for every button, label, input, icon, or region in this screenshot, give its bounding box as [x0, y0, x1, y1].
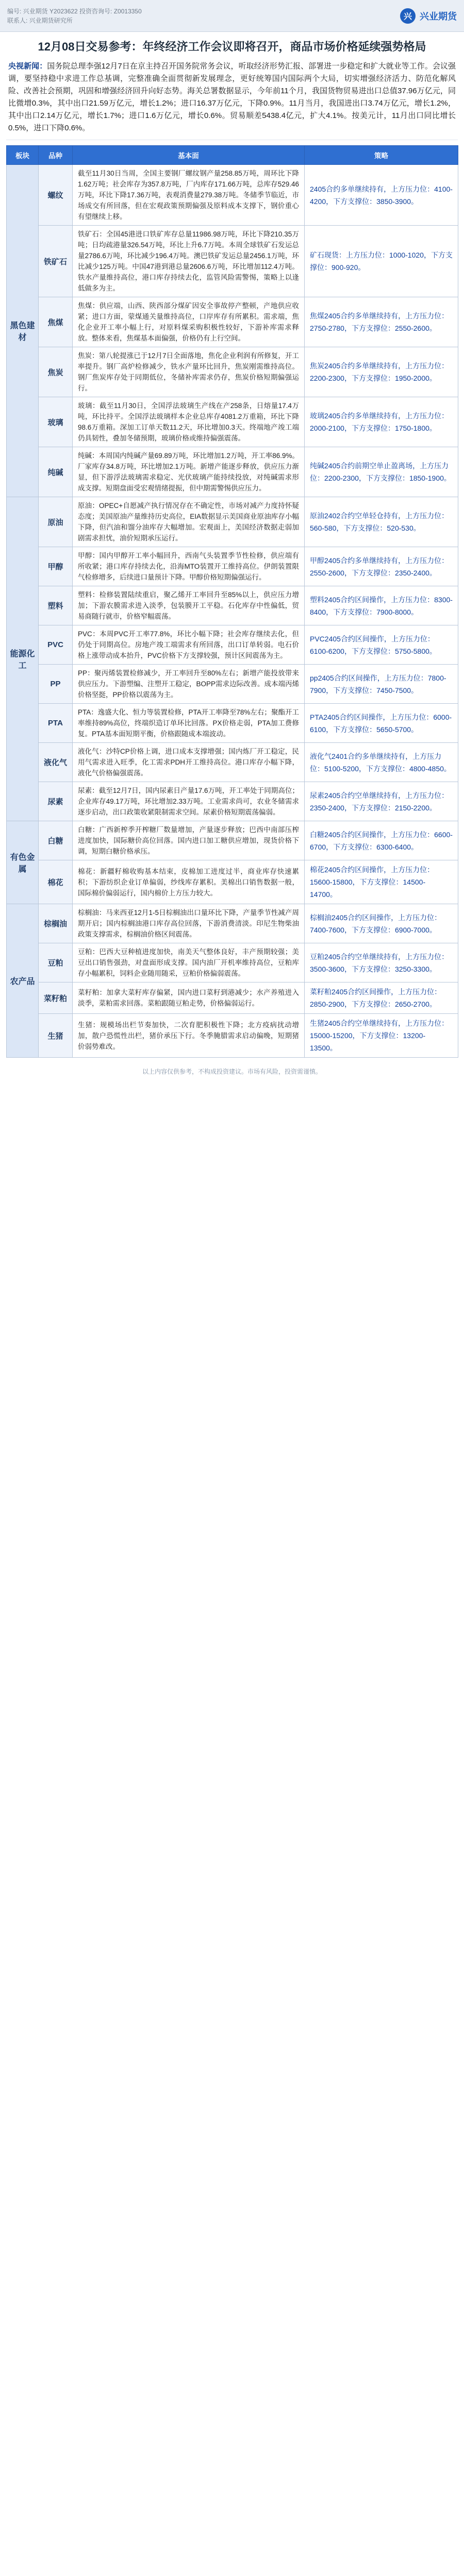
product-cell: 玻璃 [39, 397, 73, 447]
header-product: 品种 [39, 146, 73, 165]
fundamental-cell: 棉花：新疆籽棉收购基本结束，皮棉加工进度过半，商业库存快速累积；下游纺织企业订单偏弱，纱线库存累积。美棉出口销售数据一般，国际棉价偏弱运行，国内棉价上方压力较大。 [73, 860, 305, 904]
fundamental-cell: 塑料：检修装置陆续重启，聚乙烯开工率回升至85%以上，供应压力增加；下游农膜需求进入淡季，包装膜开工平稳。石化库存中性偏低，贸易商随行就市，价格窄幅震荡。 [73, 586, 305, 625]
strategy-cell: 菜籽粕2405合约区间操作，上方压力位：2850-2900，下方支撑位：2650-2700。 [305, 982, 458, 1014]
table-row [7, 943, 458, 982]
category-cell: 有色金属 [7, 821, 39, 904]
strategy-table [6, 145, 458, 1058]
strategy-cell: 白糖2405合约区间操作，上方压力位：6600-6700，下方支撑位：6300-6400。 [305, 821, 458, 860]
brand-name: 兴业期货 [420, 11, 457, 22]
strategy-cell: 液化气2401合约多单继续持有，上方压力位：5100-5200，下方支撑位：4800-4850。 [305, 743, 458, 782]
fundamental-cell: 菜籽粕：加拿大菜籽库存偏紧，国内进口菜籽到港减少；水产养殖进入淡季，菜粕需求回落。菜粕跟随豆粕走势，价格偏弱运行。 [73, 982, 305, 1014]
product-cell: 白糖 [39, 821, 73, 860]
table-row [7, 821, 458, 860]
table-row [7, 625, 458, 665]
strategy-cell: 矿石现货：上方压力位：1000-1020，下方支撑位：900-920。 [305, 226, 458, 297]
table-row [7, 586, 458, 625]
fundamental-cell: 原油：OPEC+自愿减产执行情况存在不确定性，市场对减产力度持怀疑态度；美国原油产量维持历史高位，EIA数据显示美国商业原油库存小幅下降，但汽油和馏分油库存大幅增加。宏观面上，美国经济数据走弱加剧需求担忧，油价短期承压运行。 [73, 497, 305, 547]
strategy-cell: 棕榈油2405合约区间操作，上方压力位：7400-7600，下方支撑位：6900-7000。 [305, 904, 458, 943]
product-cell: 棉花 [39, 860, 73, 904]
fundamental-cell: PP：聚丙烯装置检修减少，开工率回升至80%左右；新增产能投放带来供应压力。下游塑编、注塑开工稳定，BOPP需求边际改善。成本端丙烯价格坚挺，PP价格以震荡为主。 [73, 665, 305, 704]
strategy-cell: 纯碱2405合约前期空单止盈离场，上方压力位：2200-2300，下方支撑位：1850-1900。 [305, 447, 458, 497]
product-cell: PP [39, 665, 73, 704]
fundamental-cell: 纯碱：本周国内纯碱产量69.89万吨，环比增加1.2万吨，开工率86.9%。厂家库存34.8万吨，环比增加2.1万吨。新增产能逐步释放，供应压力渐显，但下游浮法玻璃需求稳定、光伏玻璃产能持续投放，对纯碱需求形成支撑。短期盘面受宏观情绪提振，但中期需警惕供应压力。 [73, 447, 305, 497]
strategy-cell: PTA2405合约区间操作，上方压力位：6000-6100，下方支撑位：5650-5700。 [305, 704, 458, 743]
header-meta-line2: 联系人: 兴业期货研究所 [7, 16, 73, 24]
strategy-cell: pp2405合约区间操作，上方压力位：7800-7900，下方支撑位：7450-7500。 [305, 665, 458, 704]
table-row [7, 743, 458, 782]
strategy-cell: 玻璃2405合约多单继续持有，上方压力位：2000-2100，下方支撑位：1750-1800。 [305, 397, 458, 447]
fundamental-cell: 白糖：广西新榨季开榨糖厂数量增加，产量逐步释放；巴西中南部压榨进度加快，国际糖价高位回落。国内进口加工糖供应增加，现货价格下调，短期白糖价格承压。 [73, 821, 305, 860]
fundamental-cell: 焦炭：第八轮提涨已于12月7日全面落地，焦化企业利润有所修复，开工率提升。钢厂高炉检修减少，铁水产量环比回升，焦炭刚需维持高位。钢厂焦炭库存处于同期低位，冬储补库需求仍存，焦炭价格短期偏强运行。 [73, 347, 305, 397]
strategy-cell: PVC2405合约区间操作，上方压力位：6100-6200，下方支撑位：5750-5800。 [305, 625, 458, 665]
product-cell: 焦炭 [39, 347, 73, 397]
strategy-table-wrapper [6, 145, 458, 1058]
brand-logo-icon: 兴 [400, 8, 416, 24]
fundamental-cell: 豆粕：巴西大豆种植进度加快，南美天气整体良好，丰产预期较强；美豆出口销售强劲，对盘面形成支撑。国内油厂开机率维持高位，豆粕库存小幅累积，饲料企业随用随采，豆粕价格偏弱震荡。 [73, 943, 305, 982]
table-row [7, 982, 458, 1014]
strategy-cell: 尿素2405合约空单继续持有，上方压力位：2350-2400，下方支撑位：2150-2200。 [305, 782, 458, 821]
header-strategy: 策略 [305, 146, 458, 165]
table-row [7, 447, 458, 497]
product-cell: 原油 [39, 497, 73, 547]
fundamental-cell: 液化气：沙特CP价格上调，进口成本支撑增强；国内炼厂开工稳定，民用气需求进入旺季，化工需求PDH开工维持高位。港口库存小幅下降，液化气价格偏强震荡。 [73, 743, 305, 782]
footer-disclaimer: 以上内容仅供参考，不构成投资建议。市场有风险，投资需谨慎。 [142, 1068, 322, 1075]
strategy-cell: 生猪2405合约空单继续持有，上方压力位：15000-15200，下方支撑位：13200-13500。 [305, 1014, 458, 1058]
table-row [7, 397, 458, 447]
fundamental-cell: PTA：逸盛大化、恒力等装置检修，PTA开工率降至78%左右；聚酯开工率维持89%高位，终端织造订单环比回落。PX价格走弱，PTA加工费修复。PTA基本面短期平衡，价格跟随成本端波动。 [73, 704, 305, 743]
product-cell: PVC [39, 625, 73, 665]
table-row [7, 547, 458, 586]
intro-text: 国务院总理李强12月7日在京主持召开国务院常务会议，听取经济形势汇报、部署进一步稳定和扩大就业等工作。会议强调，要坚持稳中求进工作总基调，完整准确全面贯彻新发展理念，更好统筹国内国际两个大局，切实增强经济活力、防范化解风险、改善社会预期，巩固和增强经济回升向好态势。海关总署数据显示，今年前11个月，我国货物贸易进出口总值37.96万亿元，同比微增0.3%，其中出口21.59万亿元，增长1.2%；进口16.37万亿元，下降0.9%。11月当月，我国进出口3.74万亿元，增长1.2%，其中出口2.14万亿元，增长1.7%；进口1.6万亿元，增长0.6%。贸易顺差5438.4亿元，扩大4.1%。按美元计，11月出口同比增长0.5%，进口下降0.6%。 [8, 62, 456, 132]
fundamental-cell: 棕榈油：马来西亚12月1-5日棕榈油出口量环比下降，产量季节性减产周期开启；国内棕榈油港口库存高位回落，下游消费清淡。印尼生物柴油政策支撑需求，棕榈油价格区间震荡。 [73, 904, 305, 943]
product-cell: 豆粕 [39, 943, 73, 982]
table-row [7, 1014, 458, 1058]
table-row [7, 665, 458, 704]
strategy-cell: 焦炭2405合约多单继续持有，上方压力位：2200-2300，下方支撑位：1950-2000。 [305, 347, 458, 397]
product-cell: 尿素 [39, 782, 73, 821]
strategy-cell: 塑料2405合约区间操作，上方压力位：8300-8400，下方支撑位：7900-8000。 [305, 586, 458, 625]
fundamental-cell: 生猪：规模场出栏节奏加快，二次育肥积极性下降；北方疫病扰动增加，散户恐慌性出栏，猪价承压下行。冬季腌腊需求启动偏晚，短期猪价弱势难改。 [73, 1014, 305, 1058]
table-row [7, 704, 458, 743]
header-fundamental: 基本面 [73, 146, 305, 165]
product-cell: 甲醇 [39, 547, 73, 586]
strategy-cell: 豆粕2405合约空单继续持有，上方压力位：3500-3600，下方支撑位：3250-3300。 [305, 943, 458, 982]
fundamental-cell: 焦煤：供应端，山西、陕西部分煤矿因安全事故停产整顿，产地供应收紧；进口方面，蒙煤通关量维持高位，口岸库存有所累积。需求端，焦化企业开工率小幅上行，对原料煤采购积极性较好，下游补库需求释放。整体来看，焦煤基本面偏强，价格仍有上行空间。 [73, 297, 305, 347]
fundamental-cell: 玻璃：截至11月30日，全国浮法玻璃生产线在产258条，日熔量17.4万吨，环比持平。全国浮法玻璃样本企业总库存4081.2万重箱，环比下降98.6万重箱。深加工订单天数11.2天，环比增加0.3天。终端地产竣工端仍具韧性，叠加冬储预期，玻璃价格或维持偏强震荡。 [73, 397, 305, 447]
header-meta-line1: 编号: 兴业期货 Y2023622 投资咨询号: Z0013350 [7, 7, 142, 15]
fundamental-cell: 甲醇：国内甲醇开工率小幅回升，西南气头装置季节性检修，供应端有所收紧；港口库存持续去化，沿海MTO装置开工维持高位。伊朗装置限气检修增多，后续进口量预计下降。甲醇价格短期偏强运行。 [73, 547, 305, 586]
strategy-cell: 原油2402合约空单轻仓持有，上方压力位：560-580，下方支撑位：520-530。 [305, 497, 458, 547]
intro-lead: 央视新闻： [8, 62, 47, 71]
strategy-cell: 棉花2405合约区间操作，上方压力位：15600-15800，下方支撑位：14500-14700。 [305, 860, 458, 904]
fundamental-cell: PVC：本周PVC开工率77.8%，环比小幅下降；社会库存继续去化，但仍处于同期高位。房地产竣工端需求有所回落，出口订单转弱。电石价格上涨带动成本抬升，PVC价格下方支撑较强，预计区间震荡为主。 [73, 625, 305, 665]
table-row [7, 497, 458, 547]
table-row [7, 904, 458, 943]
header-meta [7, 7, 142, 25]
product-cell: PTA [39, 704, 73, 743]
table-row [7, 297, 458, 347]
product-cell: 螺纹 [39, 165, 73, 226]
product-cell: 棕榈油 [39, 904, 73, 943]
category-cell: 黑色建材 [7, 165, 39, 497]
table-row [7, 860, 458, 904]
product-cell: 纯碱 [39, 447, 73, 497]
brand-logo [400, 8, 457, 24]
strategy-cell: 甲醇2405合约多单继续持有，上方压力位：2550-2600，下方支撑位：2350-2400。 [305, 547, 458, 586]
table-row [7, 782, 458, 821]
header-category: 板块 [7, 146, 39, 165]
top-bar [0, 0, 464, 32]
table-body [7, 165, 458, 1058]
product-cell: 生猪 [39, 1014, 73, 1058]
table-row [7, 347, 458, 397]
product-cell: 焦煤 [39, 297, 73, 347]
table-row [7, 226, 458, 297]
product-cell: 铁矿石 [39, 226, 73, 297]
fundamental-cell: 铁矿石：全国45港进口铁矿库存总量11986.98万吨，环比下降210.35万吨；日均疏港量326.54万吨，环比上升6.7万吨。本周全球铁矿石发运总量2786.6万吨，环比减少196.4万吨。澳巴铁矿发运总量2456.1万吨，环比减少125万吨。中国47港到港总量2606.6万吨，环比增加112.4万吨。铁水产量维持高位，港口库存持续去化，监管风险需警惕，策略上以逢低做多为主。 [73, 226, 305, 297]
product-cell: 塑料 [39, 586, 73, 625]
intro-paragraph [6, 57, 458, 140]
product-cell: 菜籽粕 [39, 982, 73, 1014]
table-header-row [7, 146, 458, 165]
category-cell: 能源化工 [7, 497, 39, 821]
table-row [7, 165, 458, 226]
fundamental-cell: 尿素：截至12月7日，国内尿素日产量17.6万吨，开工率处于同期高位；企业库存49.17万吨，环比增加2.33万吨。工业需求尚可，农业冬储需求逐步启动，出口政策收紧限制需求空间。尿素价格短期震荡偏弱。 [73, 782, 305, 821]
strategy-cell: 2405合约多单继续持有，上方压力位：4100-4200，下方支撑位：3850-3900。 [305, 165, 458, 226]
fundamental-cell: 截至11月30日当周，全国主要钢厂螺纹钢产量258.85万吨，周环比下降1.62万吨；社会库存为357.8万吨，厂内库存171.66万吨，总库存529.46万吨，环比下降17.36万吨，表观消费量279.38万吨。冬储季节临近，市场成交有所回落，但在宏观政策预期偏强及原料成本支撑下，钢价重心有望继续上移。 [73, 165, 305, 226]
product-cell: 液化气 [39, 743, 73, 782]
strategy-cell: 焦煤2405合约多单继续持有，上方压力位：2750-2780，下方支撑位：2550-2600。 [305, 297, 458, 347]
category-cell: 农产品 [7, 904, 39, 1058]
page-title: 12月08日交易参考：年终经济工作会议即将召开，商品市场价格延续强势格局 [38, 40, 426, 53]
